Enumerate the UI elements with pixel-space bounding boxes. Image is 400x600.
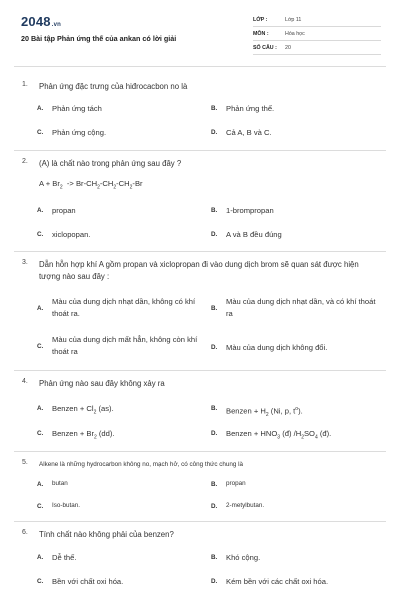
option-text: Benzen + $Br_2$ (dd). [52, 429, 115, 441]
option-letter: B. [211, 405, 218, 412]
option-text: Benzen + $H_2$ (Ni, p, $t^o$). [226, 406, 303, 419]
option-letter: A. [37, 554, 44, 561]
option-letter: A. [37, 481, 44, 488]
logo-text: 2048 [21, 14, 51, 29]
option-text: Màu của dung dịch nhạt dần, và có khí thoát ra [226, 297, 376, 318]
meta-key: MÔN : [253, 31, 269, 37]
question-3 [22, 259, 382, 367]
option-text: Phản ứng cộng. [52, 128, 107, 137]
option-letter: A. [37, 405, 44, 412]
question-6 [22, 529, 382, 593]
document-header [0, 0, 400, 72]
option-letter: B. [211, 554, 218, 561]
question-2 [22, 158, 382, 248]
option-text: Benzen + $HNO_3$ (đ) $/H_2SO_4$ (đ). [226, 429, 332, 441]
site-logo[interactable] [21, 14, 61, 29]
question-text: Alkene là những hydrocarbon không no, mạch hở, có công thức chung là [39, 461, 244, 468]
question-5 [22, 459, 382, 519]
option-text: Bền với chất oxi hóa. [52, 577, 124, 586]
question-text: (A) là chất nào trong phản ứng sau đây ? [39, 159, 182, 168]
option-text: Iso-butan. [52, 502, 81, 509]
option-letter: A. [37, 207, 44, 214]
divider [14, 251, 386, 252]
option-letter: C. [37, 129, 44, 136]
question-number: 4. [22, 378, 28, 385]
option-text: Benzen + $Cl_2$ (as). [52, 404, 114, 416]
logo-suffix: .vn [51, 22, 62, 28]
option-text: Phản ứng thế. [226, 104, 275, 113]
option-letter: B. [211, 207, 218, 214]
option-letter: C. [37, 430, 44, 437]
question-text: Phản ứng nào sau đây không xảy ra [39, 379, 165, 388]
question-4 [22, 378, 382, 448]
question-text: Dẫn hỗn hợp khí A gồm propan và xiclopropan đi vào dung dịch brom sẽ quan sát được hiện tượng nào sau đây : [39, 260, 359, 281]
meta-row-subject [253, 28, 381, 41]
meta-key: LỚP : [253, 17, 268, 23]
option-letter: D. [211, 344, 218, 351]
meta-key: SỐ CÂU : [253, 45, 277, 51]
question-number: 6. [22, 529, 28, 536]
divider [14, 66, 386, 67]
option-text: propan [52, 206, 76, 215]
question-number: 3. [22, 259, 28, 266]
option-letter: D. [211, 231, 218, 238]
option-text: Khó cộng. [226, 553, 261, 562]
option-letter: A. [37, 105, 44, 112]
option-letter: C. [37, 503, 44, 510]
meta-value: Lớp 11 [285, 17, 302, 23]
option-text: Màu của dung dịch mất hẳn, không còn khí thoát ra [52, 335, 198, 356]
option-letter: B. [211, 305, 218, 312]
option-text: A và B đều đúng [226, 230, 282, 239]
option-letter: D. [211, 430, 218, 437]
option-letter: D. [211, 129, 218, 136]
option-text: 2-metylbutan. [226, 502, 265, 509]
option-letter: A. [37, 305, 44, 312]
divider [14, 451, 386, 452]
question-text: Tính chất nào không phải của benzen? [39, 530, 174, 539]
question-number: 5. [22, 459, 28, 466]
meta-row-class [253, 14, 381, 27]
option-letter: B. [211, 481, 218, 488]
option-text: Dễ thế. [52, 553, 77, 562]
option-letter: D. [211, 503, 218, 510]
option-letter: B. [211, 105, 218, 112]
option-letter: C. [37, 578, 44, 585]
question-text: Phản ứng đặc trưng của hiđrocacbon no là [39, 82, 188, 91]
option-text: 1-brompropan [226, 206, 274, 215]
option-text: propan [226, 480, 246, 487]
meta-value: Hóa học [285, 31, 305, 37]
divider [14, 370, 386, 371]
option-letter: C. [37, 343, 44, 350]
meta-value: 20 [285, 45, 291, 51]
document-title: 20 Bài tập Phản ứng thế của ankan có lời giải [21, 34, 177, 43]
option-text: Kém bền với các chất oxi hóa. [226, 577, 329, 586]
option-text: Cả A, B và C. [226, 128, 272, 137]
option-letter: C. [37, 231, 44, 238]
divider [14, 150, 386, 151]
reaction-formula: $A + Br_2 -> Br-CH_2-CH_2-CH_2-Br$ [39, 179, 143, 191]
option-text: xiclopopan. [52, 230, 91, 239]
option-text: Phản ứng tách [52, 104, 102, 113]
meta-row-count [253, 42, 381, 55]
divider [14, 521, 386, 522]
option-text: butan [52, 480, 68, 487]
question-1 [22, 81, 382, 147]
option-text: Màu của dung dịch không đổi. [226, 343, 328, 352]
question-number: 2. [22, 158, 28, 165]
option-text: Màu của dung dịch nhạt dần, không có khí thoát ra. [52, 297, 196, 318]
question-number: 1. [22, 81, 28, 88]
option-letter: D. [211, 578, 218, 585]
